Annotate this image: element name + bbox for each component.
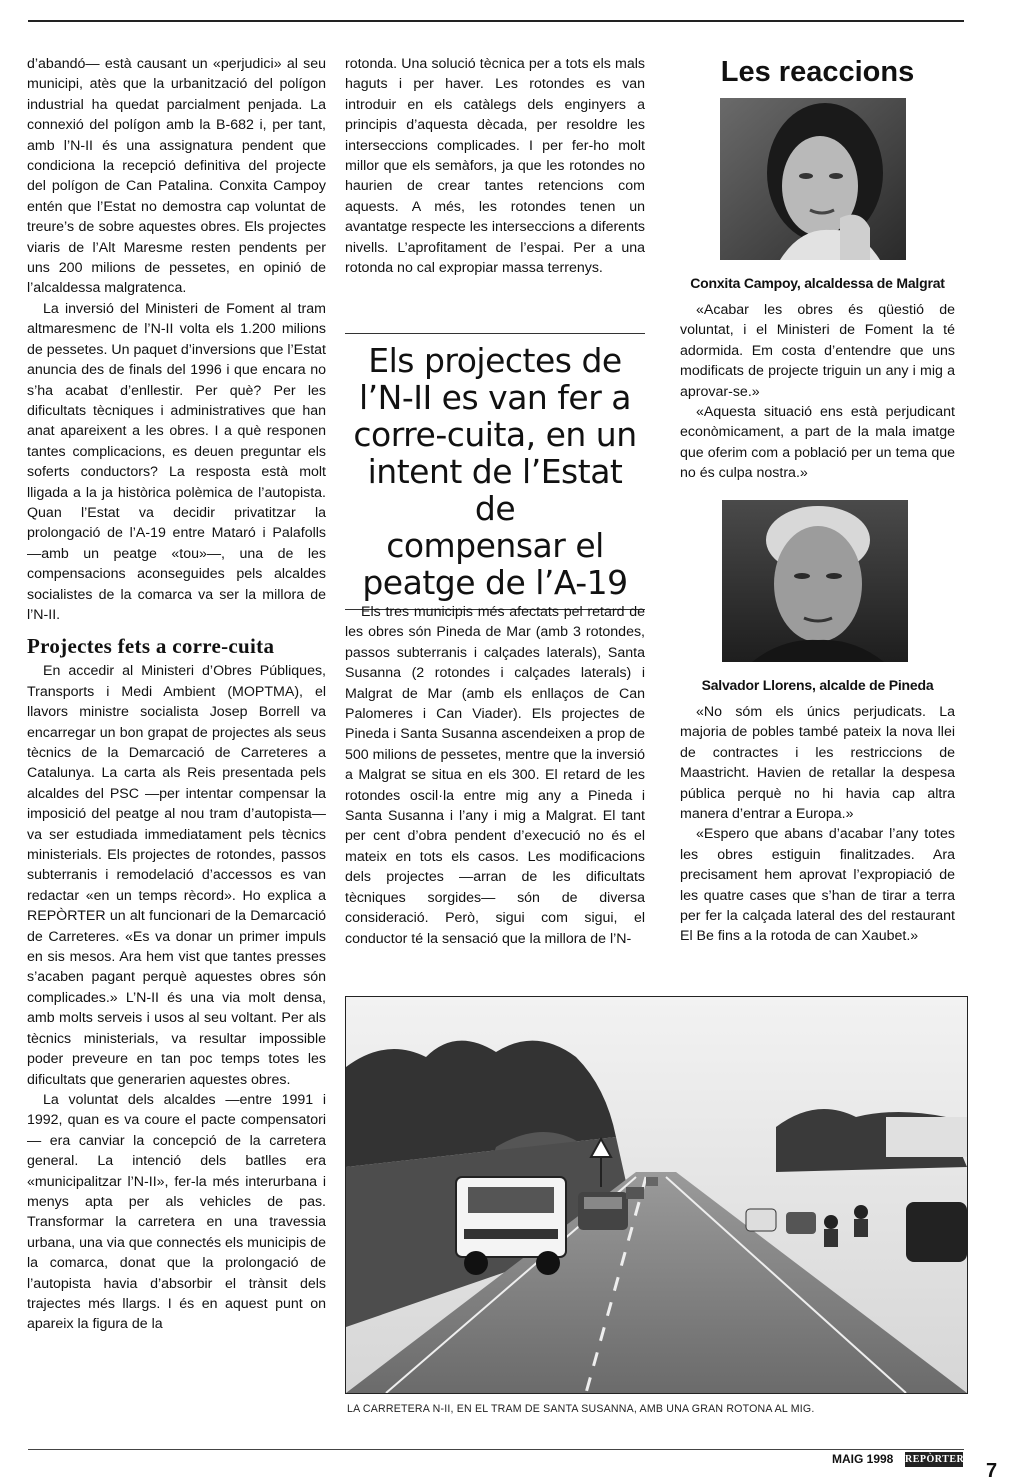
quote: «Espero que abans d’acabar l’any totes les obres estiguin finalitzades. Ara precisament hem aprovat l’expropiació de les quatre cases que s’han de tirar a terra per fer la calçada lateral des del restaurant El Be fins a la rotoda de can Xaubet.»: [680, 826, 955, 945]
article-column-1: [27, 54, 326, 1335]
quote: «Acabar les obres és qüestió de voluntat, i el Ministeri de Foment la té adormida. Em costa d’entendre que uns modificats de projecte triguin un any i mig a aprovar-se.»: [680, 302, 955, 400]
sidebar-quotes-2: [680, 702, 955, 947]
subheading: Projectes fets a corre-cuita: [27, 634, 275, 659]
quote: «No sóm els únics perjudicats. La majoria de pobles també pateix la nova llei de contractes i les restriccions de Maastricht. Havien de retallar la despesa pública perquè no hi havia cap altra manera d’entrar a Europa.»: [680, 704, 955, 823]
article-column-2: [345, 54, 645, 278]
issue-date: MAIG 1998: [832, 1452, 894, 1466]
portrait-salvador-llorens: [722, 500, 908, 662]
pull-quote-line: l’N-II es van fer a: [358, 378, 632, 417]
magazine-logo: REPÒRTER: [905, 1454, 965, 1465]
quote: «Aquesta situació ens està perjudicant econòmicament, a part de la mala imatge que oferim com a població per un tema que no és culpa nostra.»: [680, 404, 955, 482]
road-photo: [345, 996, 968, 1394]
paragraph: rotonda. Una solució tècnica per a tots els mals haguts i per haver. Les rotondes es van introduir en els catàlegs dels enginyers a principis d’aquesta dècada, per resoldre les interseccions complicades. I per fer-ho molt millor que els semàfors, ja que les rotondes no haurien de crear tantes retencions com aquests. A més, les rotondes tenen un avantatge respecte les interseccions a diferents nivells. L’aprofitament de l’espai. Per a una rotonda no cal expropiar massa terrenys.: [345, 56, 645, 277]
sidebar-quotes-1: [680, 300, 955, 484]
pull-quote-line: corre-cuita, en un: [353, 415, 637, 454]
paragraph: d’abandó— està causant un «perjudici» al seu municipi, atès que la urbanització del polígon industrial ha quedat parcialment penjada. La connexió del polígon amb la B-682 i, per tant, amb l’N-II és una assignatura pendent que condiciona la recepció definitiva del projecte del polígon de Can Patalina. Conxita Campoy entén que l’Estat no demostra cap voluntat de treure’s de sobre aquestes obres. Els projectes viaris de l’Alt Maresme resten pendents per uns 200 milions de pessetes, en opinió de l’alcaldessa malgratenca.: [27, 56, 326, 297]
paragraph: En accedir al Ministeri d’Obres Públiques, Transports i Medi Ambient (MOPTMA), el llavors ministre socialista Josep Borrell va encarregar un bon grapat de projectes als seus tècnics de la Demarcació de Carreteres a Catalunya. La carta als Reis presentada pels alcaldes del PSC —per intentar compensar la imposició del peatge al nou tram d’autopista— va ser estudiada immediatament pels tècnics ministerials. Els projectes de rotondes, passos subterranis i remodelació d’accessos es van redactar «en un temps rècord». Ho explica a REPÒRTER un alt funcionari de la Demarcació de Carreteres. «Es va donar un primer impuls en sis mesos. Ara hem vist que tantes presses s’acaben pagant perquè aquestes obres són complicades.» L’N-II és una via molt densa, amb molts serveis i usos al seu voltant. Per als tècnics ministerials, va resultar impossible poder preveure en tan poc temps totes les dificultats que generarien aquestes obres.: [27, 663, 326, 1088]
pull-quote-line: peatge de l’A-19: [362, 563, 628, 602]
paragraph: La inversió del Ministeri de Foment al tram altmaresmenc de l’N-II volta els 1.200 milions de pessetes. Un paquet d’inversions que l’Estat anuncia des de finals del 1996 i que encara no s’ha acabat d’enllestir. Per què? Per les dificultats tècniques i administratives que han anat apareixent a les obres. I a què responen tantes complicacions, es deuen preguntar els soferts conductors? La resposta està molt lligada a la ja històrica polèmica de l’autopista. Quan l’Estat va decidir privatitzar la prolongació de l’A-19 entre Mataró i Palafolls —amb un peatge «tou»—, una de les compensacions aconseguides pels alcaldes socialistes de la comarca va ser la millora de l’N-II.: [27, 300, 326, 623]
portrait-conxita-campoy: [720, 98, 906, 260]
pull-quote: [345, 333, 645, 610]
portrait-caption: Salvador Llorens, alcalde de Pineda: [701, 677, 934, 693]
pull-quote-line: Els projectes de: [368, 341, 622, 380]
top-rule: [28, 20, 964, 22]
pull-quote-line: compensar el: [386, 526, 604, 565]
paragraph: La voluntat dels alcaldes —entre 1991 i 1992, quan es va coure el pacte compensatori— era canviar la concepció de la carretera general. La intenció dels batlles era «municipalitzar l’N-II», fer-la més interurbana i menys apta per als vehicles de pas. Transformar la carretera en una travessia urbana, una via que connectés els municipis de la comarca, donat que la prolongació de l’autopista havia d’absorbir el trànsit dels trajectes més llargs. I és en aquest punt on apareix la figura de la: [27, 1091, 326, 1333]
footer-rule: [28, 1449, 964, 1450]
article-column-2-lower: [345, 602, 645, 949]
portrait-caption: Conxita Campoy, alcaldessa de Malgrat: [690, 275, 945, 291]
pull-quote-line: intent de l’Estat de: [367, 452, 623, 528]
paragraph: Els tres municipis més afectats pel retard de les obres són Pineda de Mar (amb 3 rotondes, passos subterranis i calçades laterals), Santa Susanna (2 rotondes i calçades laterals) i Malgrat de Mar (amb els enllaços de Can Palomeres i Can Viader). Els projectes de Pineda i Santa Susanna ascendeixen a prop de 500 milions de pessetes, mentre que la inversió a Malgrat se situa en els 300. El retard de les rotondes oscil·la entre mig any a Pineda i Santa Susanna i l’any i mig a Malgrat. El tant per cent d’obra pendent d’execució no és el mateix en tots els casos. Les modificacions dels projectes —arran de les dificultats tècniques sorgides— són de diversa consideració. Però, sigui com sigui, el conductor té la sensació que la millora de l’N-: [345, 604, 645, 947]
page-number: 7: [986, 1460, 998, 1482]
sidebar-title: Les reaccions: [720, 56, 915, 88]
photo-caption: LA CARRETERA N-II, EN EL TRAM DE SANTA SUSANNA, AMB UNA GRAN ROTONA AL MIG.: [347, 1403, 815, 1415]
